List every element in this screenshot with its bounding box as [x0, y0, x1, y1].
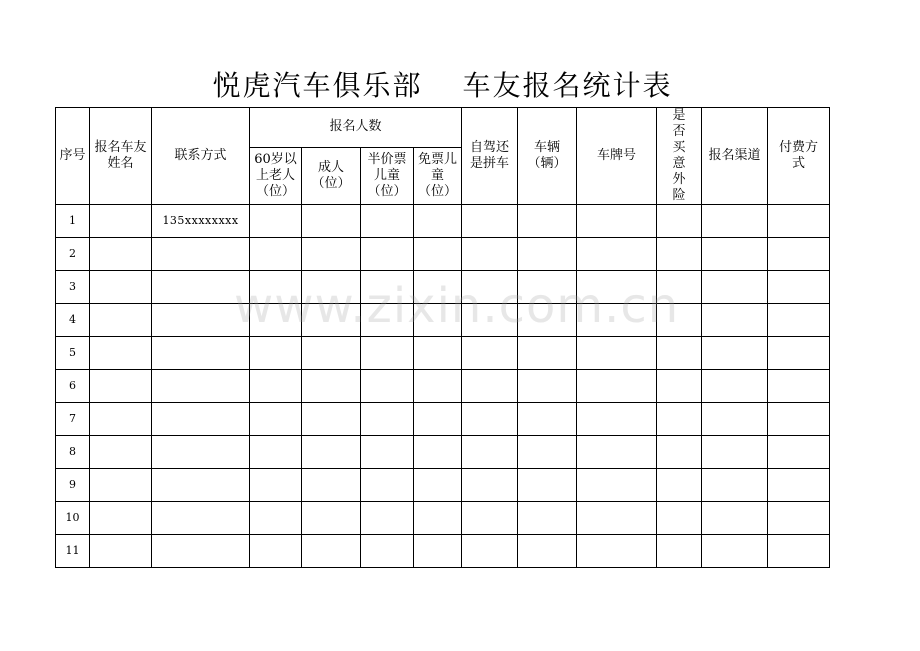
contact-cell[interactable] — [152, 238, 250, 271]
header-name: 报名车友姓名 — [90, 108, 152, 205]
empty-cell[interactable] — [414, 205, 462, 238]
empty-cell[interactable] — [462, 238, 518, 271]
empty-cell[interactable] — [90, 535, 152, 568]
empty-cell[interactable] — [250, 271, 302, 304]
empty-cell[interactable] — [250, 238, 302, 271]
seq-cell[interactable]: 7 — [56, 403, 90, 436]
empty-cell[interactable] — [302, 535, 361, 568]
header-self-drive: 自驾还是拼车 — [462, 108, 518, 205]
empty-cell[interactable] — [768, 337, 830, 370]
empty-cell[interactable] — [90, 469, 152, 502]
empty-cell[interactable] — [518, 436, 577, 469]
empty-cell[interactable] — [518, 502, 577, 535]
empty-cell[interactable] — [577, 304, 657, 337]
empty-cell[interactable] — [361, 535, 414, 568]
page-title — [0, 64, 885, 104]
empty-cell[interactable] — [577, 535, 657, 568]
empty-cell[interactable] — [462, 205, 518, 238]
seq-cell[interactable]: 6 — [56, 370, 90, 403]
empty-cell[interactable] — [90, 403, 152, 436]
empty-cell[interactable] — [518, 271, 577, 304]
empty-cell[interactable] — [90, 304, 152, 337]
watermark: www.zixin.com.cn — [234, 278, 680, 334]
empty-cell[interactable] — [302, 370, 361, 403]
header-payment: 付费方式 — [768, 108, 830, 205]
empty-cell[interactable] — [518, 370, 577, 403]
empty-cell[interactable] — [302, 238, 361, 271]
empty-cell[interactable] — [462, 535, 518, 568]
empty-cell[interactable] — [414, 304, 462, 337]
empty-cell[interactable] — [250, 304, 302, 337]
table-row — [56, 469, 830, 502]
empty-cell[interactable] — [90, 271, 152, 304]
empty-cell[interactable] — [518, 403, 577, 436]
empty-cell[interactable] — [462, 271, 518, 304]
empty-cell[interactable] — [768, 535, 830, 568]
table-row — [56, 436, 830, 469]
empty-cell[interactable] — [90, 370, 152, 403]
empty-cell[interactable] — [90, 436, 152, 469]
empty-cell[interactable] — [577, 436, 657, 469]
contact-cell[interactable] — [152, 304, 250, 337]
contact-cell[interactable] — [152, 502, 250, 535]
empty-cell[interactable] — [250, 370, 302, 403]
empty-cell[interactable] — [250, 502, 302, 535]
empty-cell[interactable] — [577, 403, 657, 436]
club-name: 悦虎汽车俱乐部 — [212, 69, 423, 102]
empty-cell[interactable] — [702, 238, 768, 271]
empty-cell[interactable] — [577, 502, 657, 535]
empty-cell[interactable] — [302, 469, 361, 502]
empty-cell[interactable] — [361, 502, 414, 535]
empty-cell[interactable] — [250, 205, 302, 238]
empty-cell[interactable] — [657, 502, 702, 535]
empty-cell[interactable] — [702, 469, 768, 502]
empty-cell[interactable] — [414, 238, 462, 271]
seq-cell[interactable]: 1 — [56, 205, 90, 238]
empty-cell[interactable] — [361, 436, 414, 469]
empty-cell[interactable] — [518, 304, 577, 337]
header-elderly: 60岁以上老人（位） — [250, 147, 302, 204]
table-row — [56, 337, 830, 370]
seq-cell[interactable]: 9 — [56, 469, 90, 502]
table-row — [56, 304, 830, 337]
empty-cell[interactable] — [702, 271, 768, 304]
empty-cell[interactable] — [657, 238, 702, 271]
empty-cell[interactable] — [702, 502, 768, 535]
empty-cell[interactable] — [657, 370, 702, 403]
empty-cell[interactable] — [361, 370, 414, 403]
header-count-group: 报名人数 — [250, 108, 462, 148]
empty-cell[interactable] — [768, 271, 830, 304]
seq-cell[interactable]: 2 — [56, 238, 90, 271]
empty-cell[interactable] — [462, 469, 518, 502]
form-name: 车友报名统计表 — [462, 69, 673, 102]
empty-cell[interactable] — [768, 370, 830, 403]
header-adult: 成人（位） — [302, 147, 361, 204]
contact-cell[interactable] — [152, 370, 250, 403]
empty-cell[interactable] — [361, 304, 414, 337]
empty-cell[interactable] — [702, 403, 768, 436]
empty-cell[interactable] — [302, 436, 361, 469]
empty-cell[interactable] — [462, 337, 518, 370]
header-vehicle: 车辆（辆） — [518, 108, 577, 205]
empty-cell[interactable] — [577, 205, 657, 238]
table-row — [56, 238, 830, 271]
empty-cell[interactable] — [657, 403, 702, 436]
empty-cell[interactable] — [577, 337, 657, 370]
empty-cell[interactable] — [414, 271, 462, 304]
empty-cell[interactable] — [657, 469, 702, 502]
empty-cell[interactable] — [657, 304, 702, 337]
contact-cell[interactable] — [152, 469, 250, 502]
empty-cell[interactable] — [518, 337, 577, 370]
empty-cell[interactable] — [302, 304, 361, 337]
empty-cell[interactable] — [250, 469, 302, 502]
contact-cell[interactable] — [152, 403, 250, 436]
empty-cell[interactable] — [90, 337, 152, 370]
empty-cell[interactable] — [518, 238, 577, 271]
empty-cell[interactable] — [768, 403, 830, 436]
empty-cell[interactable] — [414, 337, 462, 370]
empty-cell[interactable] — [462, 502, 518, 535]
contact-cell[interactable] — [152, 337, 250, 370]
table-row — [56, 403, 830, 436]
empty-cell[interactable] — [414, 502, 462, 535]
empty-cell[interactable] — [518, 535, 577, 568]
empty-cell[interactable] — [518, 469, 577, 502]
seq-cell[interactable]: 10 — [56, 502, 90, 535]
header-plate: 车牌号 — [577, 108, 657, 205]
empty-cell[interactable] — [250, 436, 302, 469]
empty-cell[interactable] — [768, 436, 830, 469]
empty-cell[interactable] — [250, 337, 302, 370]
empty-cell[interactable] — [361, 469, 414, 502]
header-seq: 序号 — [56, 108, 90, 205]
empty-cell[interactable] — [302, 271, 361, 304]
seq-cell[interactable]: 4 — [56, 304, 90, 337]
empty-cell[interactable] — [462, 370, 518, 403]
table-row — [56, 502, 830, 535]
table-row — [56, 535, 830, 568]
empty-cell[interactable] — [250, 403, 302, 436]
registration-table — [55, 107, 830, 568]
empty-cell[interactable] — [768, 205, 830, 238]
empty-cell[interactable] — [462, 304, 518, 337]
empty-cell[interactable] — [577, 469, 657, 502]
contact-cell[interactable] — [152, 271, 250, 304]
empty-cell[interactable] — [577, 370, 657, 403]
empty-cell[interactable] — [302, 403, 361, 436]
empty-cell[interactable] — [414, 535, 462, 568]
header-insurance: 是否买意外险 — [657, 108, 702, 205]
empty-cell[interactable] — [518, 205, 577, 238]
empty-cell[interactable] — [361, 205, 414, 238]
contact-cell[interactable] — [152, 535, 250, 568]
header-free-child: 免票儿童（位） — [414, 147, 462, 204]
empty-cell[interactable] — [361, 271, 414, 304]
seq-cell[interactable]: 11 — [56, 535, 90, 568]
header-half-child: 半价票儿童（位） — [361, 147, 414, 204]
empty-cell[interactable] — [702, 436, 768, 469]
empty-cell[interactable] — [361, 238, 414, 271]
empty-cell[interactable] — [657, 337, 702, 370]
empty-cell[interactable] — [577, 271, 657, 304]
header-channel: 报名渠道 — [702, 108, 768, 205]
empty-cell[interactable] — [414, 370, 462, 403]
table-row — [56, 271, 830, 304]
empty-cell[interactable] — [462, 436, 518, 469]
empty-cell[interactable] — [702, 304, 768, 337]
seq-cell[interactable]: 5 — [56, 337, 90, 370]
empty-cell[interactable] — [250, 535, 302, 568]
empty-cell[interactable] — [414, 403, 462, 436]
empty-cell[interactable] — [361, 403, 414, 436]
empty-cell[interactable] — [90, 205, 152, 238]
empty-cell[interactable] — [768, 238, 830, 271]
empty-cell[interactable] — [462, 403, 518, 436]
empty-cell[interactable] — [302, 502, 361, 535]
empty-cell[interactable] — [657, 535, 702, 568]
contact-cell[interactable]: 135xxxxxxxx — [152, 205, 250, 238]
contact-cell[interactable] — [152, 436, 250, 469]
empty-cell[interactable] — [577, 238, 657, 271]
empty-cell[interactable] — [702, 337, 768, 370]
empty-cell[interactable] — [657, 436, 702, 469]
empty-cell[interactable] — [414, 436, 462, 469]
empty-cell[interactable] — [768, 502, 830, 535]
empty-cell[interactable] — [302, 337, 361, 370]
empty-cell[interactable] — [657, 271, 702, 304]
empty-cell[interactable] — [657, 205, 702, 238]
table-row — [56, 370, 830, 403]
seq-cell[interactable]: 3 — [56, 271, 90, 304]
empty-cell[interactable] — [302, 205, 361, 238]
empty-cell[interactable] — [702, 205, 768, 238]
empty-cell[interactable] — [702, 370, 768, 403]
seq-cell[interactable]: 8 — [56, 436, 90, 469]
empty-cell[interactable] — [414, 469, 462, 502]
empty-cell[interactable] — [768, 304, 830, 337]
header-contact: 联系方式 — [152, 108, 250, 205]
empty-cell[interactable] — [702, 535, 768, 568]
empty-cell[interactable] — [768, 469, 830, 502]
empty-cell[interactable] — [90, 238, 152, 271]
empty-cell[interactable] — [361, 337, 414, 370]
empty-cell[interactable] — [90, 502, 152, 535]
table-row — [56, 205, 830, 238]
